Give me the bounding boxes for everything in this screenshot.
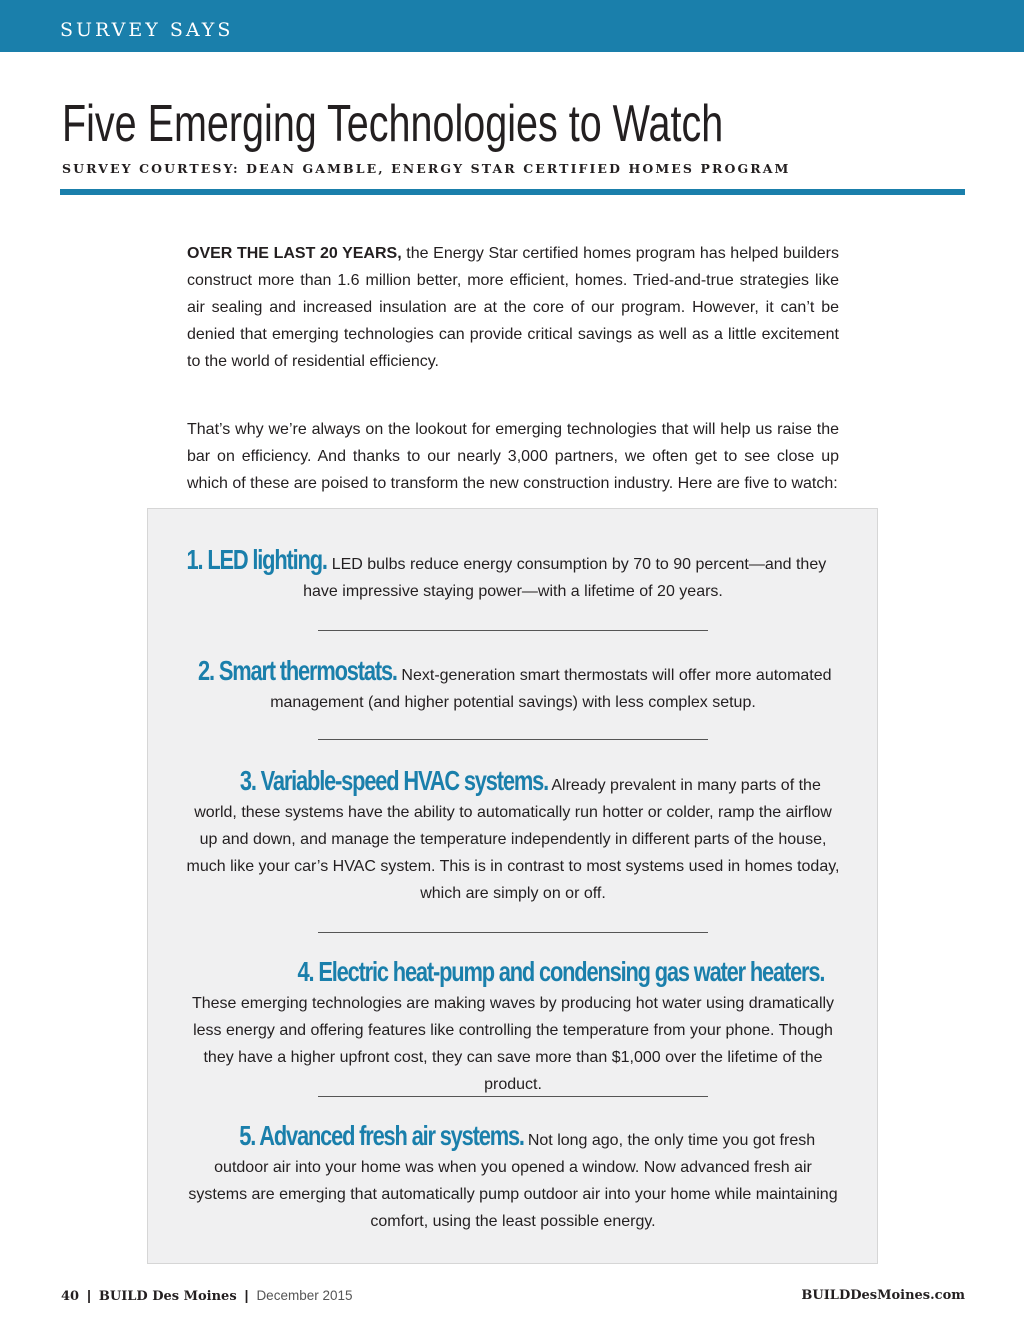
item-heading: 1. LED lighting. <box>187 544 328 575</box>
page-number: 40 <box>61 1289 80 1304</box>
intro-text-1: the Energy Star certified homes program has helped builders construct more than 1.6 million better, more efficient, homes. Tried-and-true strategies like air sealing and increased insulation are at the core of our program. However, it can’t be denied that emerging technologies can provide critical savings as well as a little excitement to the world of residential efficiency. <box>187 245 840 370</box>
footer-separator: | <box>87 1288 91 1303</box>
list-item-water-heaters <box>186 958 840 1098</box>
article-credit: SURVEY COURTESY: DEAN GAMBLE, ENERGY STAR CERTIFIED HOMES PROGRAM <box>62 161 791 176</box>
publication-name: BUILD Des Moines <box>98 1289 237 1304</box>
item-divider <box>318 630 708 631</box>
article-title: Five Emerging Technologies to Watch <box>62 95 724 153</box>
item-divider <box>318 932 708 933</box>
section-label: SURVEY SAYS <box>60 19 234 41</box>
list-item-hvac-systems <box>186 767 840 907</box>
item-text: Next-generation smart thermostats will offer more automated management (and higher potential savings) with less complex setup. <box>270 667 832 711</box>
page-footer <box>61 1288 353 1304</box>
item-heading: 3. Variable-speed HVAC systems. <box>239 765 548 796</box>
website-url: BUILDDesMoines.com <box>801 1288 965 1303</box>
item-text: These emerging technologies are making waves by producing hot water using dramatically less energy and offering features like controlling the temperature from your phone. Though they have a higher upfront cost, they can save more than $1,000 over the lifetime of the product. <box>191 995 835 1093</box>
item-text: LED bulbs reduce energy consumption by 70 to 90 percent—and they have impressive staying power—with a lifetime of 20 years. <box>303 556 827 600</box>
item-text: Not long ago, the only time you got fresh outdoor air into your home was when you opened a window. Now advanced fresh air systems are emerging that automatically pump outdoor air into your home while maintaining comfort, using the least possible energy. <box>188 1132 838 1230</box>
item-text: Already prevalent in many parts of the world, these systems have the ability to automatically run hotter or colder, ramp the airflow up and down, and manage the temperature independently in different parts of the house, much like your car’s HVAC system. This is in contrast to most systems used in homes today, which are simply on or off. <box>186 777 840 902</box>
item-heading: 4. Electric heat-pump and condensing gas water heaters. <box>297 956 825 987</box>
intro-paragraph-2: That’s why we’re always on the lookout for emerging technologies that will help us raise the bar on efficiency. And thanks to our nearly 3,000 partners, we often get to see close up which of these are poised to transform the new construction industry. Here are five to watch: <box>187 421 839 492</box>
item-heading: 5. Advanced fresh air systems. <box>238 1120 524 1151</box>
intro-paragraph-1 <box>187 240 839 375</box>
list-item-smart-thermostats <box>186 657 840 716</box>
issue-date: December 2015 <box>256 1288 353 1303</box>
list-item-led-lighting <box>186 546 840 605</box>
item-heading: 2. Smart thermostats. <box>198 655 397 686</box>
title-divider <box>60 189 965 195</box>
section-banner <box>0 0 1024 52</box>
intro-lead: OVER THE LAST 20 YEARS, <box>187 245 402 262</box>
footer-separator: | <box>244 1288 249 1303</box>
list-item-fresh-air-systems <box>186 1122 840 1235</box>
item-divider <box>318 739 708 740</box>
item-divider <box>318 1096 708 1097</box>
